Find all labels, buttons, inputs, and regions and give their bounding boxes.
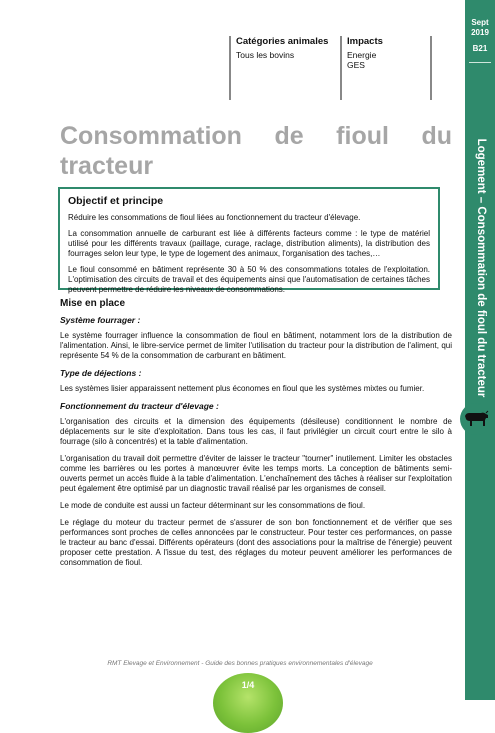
body-paragraph: L'organisation du travail doit permettre d'éviter de laisser le tracteur "tourner" inutilement. Limiter les obstacles comme les barrières ou les portes à manœuvrer évite les temps morts. La conception de bâtiments semi-ouverts permet un accès fluide à la table d'alimentation. L'enchaînement des tâches à réaliser sur l'exploitation peut également être optimisé par un diagnostic travail réalisé par les organismes de conseil. [60, 454, 452, 493]
main-content [60, 298, 452, 575]
sidebar-vertical-title: Logement – Consommation de fioul du tracteur [475, 138, 487, 398]
date-year: 2019 [471, 28, 489, 37]
footer-text: RMT Elevage et Environnement - Guide des bonnes pratiques environnementales d'élevage [107, 660, 373, 667]
body-paragraph: Le réglage du moteur du tracteur permet de s'assurer de son bon fonctionnement et de vérifier que ses performances sont proches de celles annoncées par le constructeur. Pour tester ces performances, on passe le tracteur au banc d'essai. Différents opérateurs (dont des associations pour la maîtrise de l'énergie) peuvent proposer cette prestation. A l'issue du test, des réglages du moteur peuvent améliorer les performances de consommation de fioul. [60, 518, 452, 567]
header-divider-middle [340, 36, 342, 100]
subheading-systeme-fourrager: Système fourrager : [60, 315, 141, 325]
page-title-line2: tracteur [60, 152, 154, 180]
objective-heading: Objectif et principe [68, 195, 164, 207]
date-month: Sept [471, 18, 489, 27]
sidebar-divider [469, 62, 491, 63]
cow-icon [460, 403, 492, 435]
subheading-fonctionnement-tracteur: Fonctionnement du tracteur d'élevage : [60, 401, 219, 411]
categories-label: Catégories animales [236, 36, 329, 47]
body-paragraph: Les systèmes lisier apparaissent nettement plus économes en fioul que les systèmes mixtes ou fumier. [60, 384, 425, 393]
objective-box [58, 187, 440, 294]
publication-date [465, 18, 495, 38]
impact-energie: Energie [347, 50, 377, 60]
objective-paragraph: La consommation annuelle de carburant est liée à différents facteurs comme : le type de matériel utilisé pour les différents travaux (paillage, curage, raclage, distribution aliments), la distribution des fourrages selon leur type, le type de logement des animaux, l'organisation des taches,… [68, 229, 430, 258]
impact-ges: GES [347, 60, 365, 70]
categories-box [236, 36, 336, 100]
subheading-type-dejections: Type de déjections : [60, 368, 142, 378]
body-paragraph: L'organisation des circuits et la dimension des équipements (désileuse) conditionnent le nombre de déplacements sur le site d'exploitation. Dans tous les cas, il faut privilégier un circuit court entre le silo à fourrage (silo à concentrés) et la table d'alimentation. [60, 417, 452, 446]
body-paragraph: Le mode de conduite est aussi un facteur déterminant sur les consommations de fioul. [60, 501, 366, 510]
page-number: 1/4 [241, 680, 255, 690]
page-title [60, 121, 452, 181]
header-divider-left [229, 36, 231, 100]
impacts-label: Impacts [347, 36, 383, 47]
body-paragraph: Le système fourrager influence la consommation de fioul en bâtiment, notamment lors de la distribution de l'alimentation. Ainsi, le libre-service permet de limiter l'utilisation du tracteur pour la distribution de l'aliment, qui représente 54 % de la consommation de carburant en bâtiment. [60, 331, 452, 360]
categories-value: Tous les bovins [236, 50, 295, 60]
section-heading: Mise en place [60, 298, 126, 309]
objective-paragraph: Réduire les consommations de fioul liées au fonctionnement du tracteur d'élevage. [68, 213, 361, 222]
sheet-code: B21 [472, 44, 488, 53]
header-divider-right [430, 36, 432, 100]
impacts-box [347, 36, 427, 100]
objective-paragraph: Le fioul consommé en bâtiment représente 30 à 50 % des consommations totales de l'exploitation. L'optimisation des circuits de travail et des équipements ainsi que l'automatisation de certaines tâches peuvent permettre de réduire les niveaux de consommations. [68, 265, 430, 294]
right-sidebar [465, 0, 495, 700]
page-title-line1: Consommation de fioul du [60, 122, 452, 150]
